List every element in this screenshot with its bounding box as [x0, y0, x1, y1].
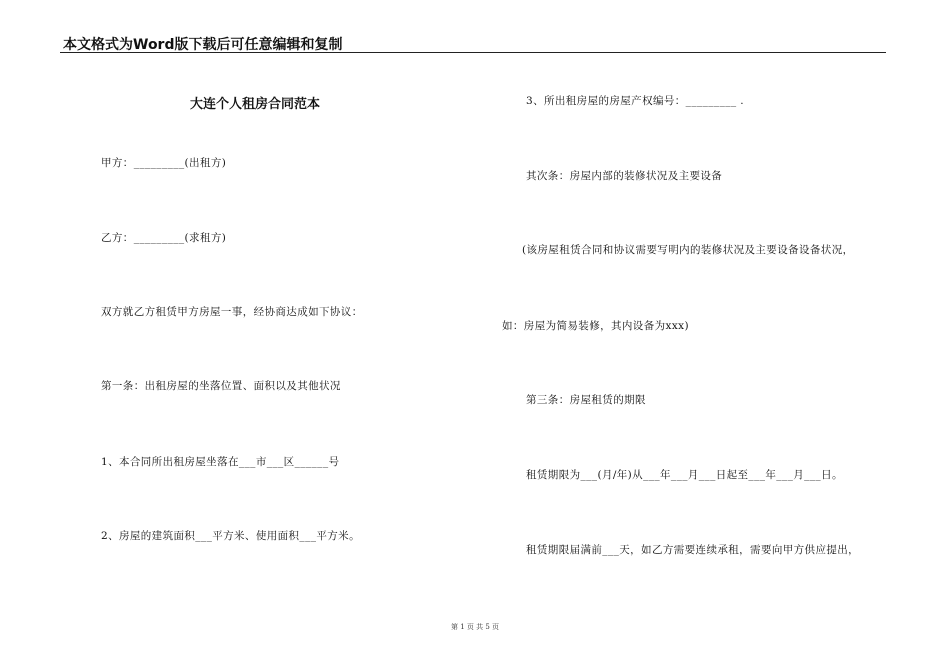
lease-renewal-line: 租赁期限届满前___天，如乙方需要连续承租，需要向甲方供应提出， [526, 544, 860, 556]
clause-3-property-id: 3、所出租房屋的房屋产权编号：_________ . [526, 95, 745, 107]
article-three-heading: 第三条：房屋租赁的期限 [526, 394, 646, 406]
party-a-line: 甲方：_________(出租方) [101, 157, 227, 169]
article-two-note-line-2: 如：房屋为简易装修，其内设备为xxx) [502, 320, 689, 332]
document-title: 大连个人租房合同范本 [190, 97, 321, 112]
party-b-line: 乙方：_________(求租方) [101, 232, 227, 244]
header-divider [60, 52, 886, 53]
article-two-note-line-1: (该房屋租赁合同和协议需要写明内的装修状况及主要设备设备状况， [522, 244, 854, 256]
clause-1-location: 1、本合同所出租房屋坐落在___市___区______号 [101, 456, 340, 468]
agreement-intro: 双方就乙方租赁甲方房屋一事，经协商达成如下协议： [101, 306, 363, 318]
lease-term-line: 租赁期限为___(月/年)从___年___月___日起至___年___月___日。 [526, 469, 843, 481]
article-two-heading: 其次条：房屋内部的装修状况及主要设备 [526, 170, 723, 182]
article-one-heading: 第一条：出租房屋的坐落位置、面积以及其他状况 [101, 380, 341, 392]
page-number: 第 1 页 共 5 页 [450, 623, 500, 631]
header-banner: 本文格式为Word版下载后可任意编辑和复制 [63, 37, 343, 53]
clause-2-area: 2、房屋的建筑面积___平方米、使用面积___平方米。 [101, 530, 360, 542]
